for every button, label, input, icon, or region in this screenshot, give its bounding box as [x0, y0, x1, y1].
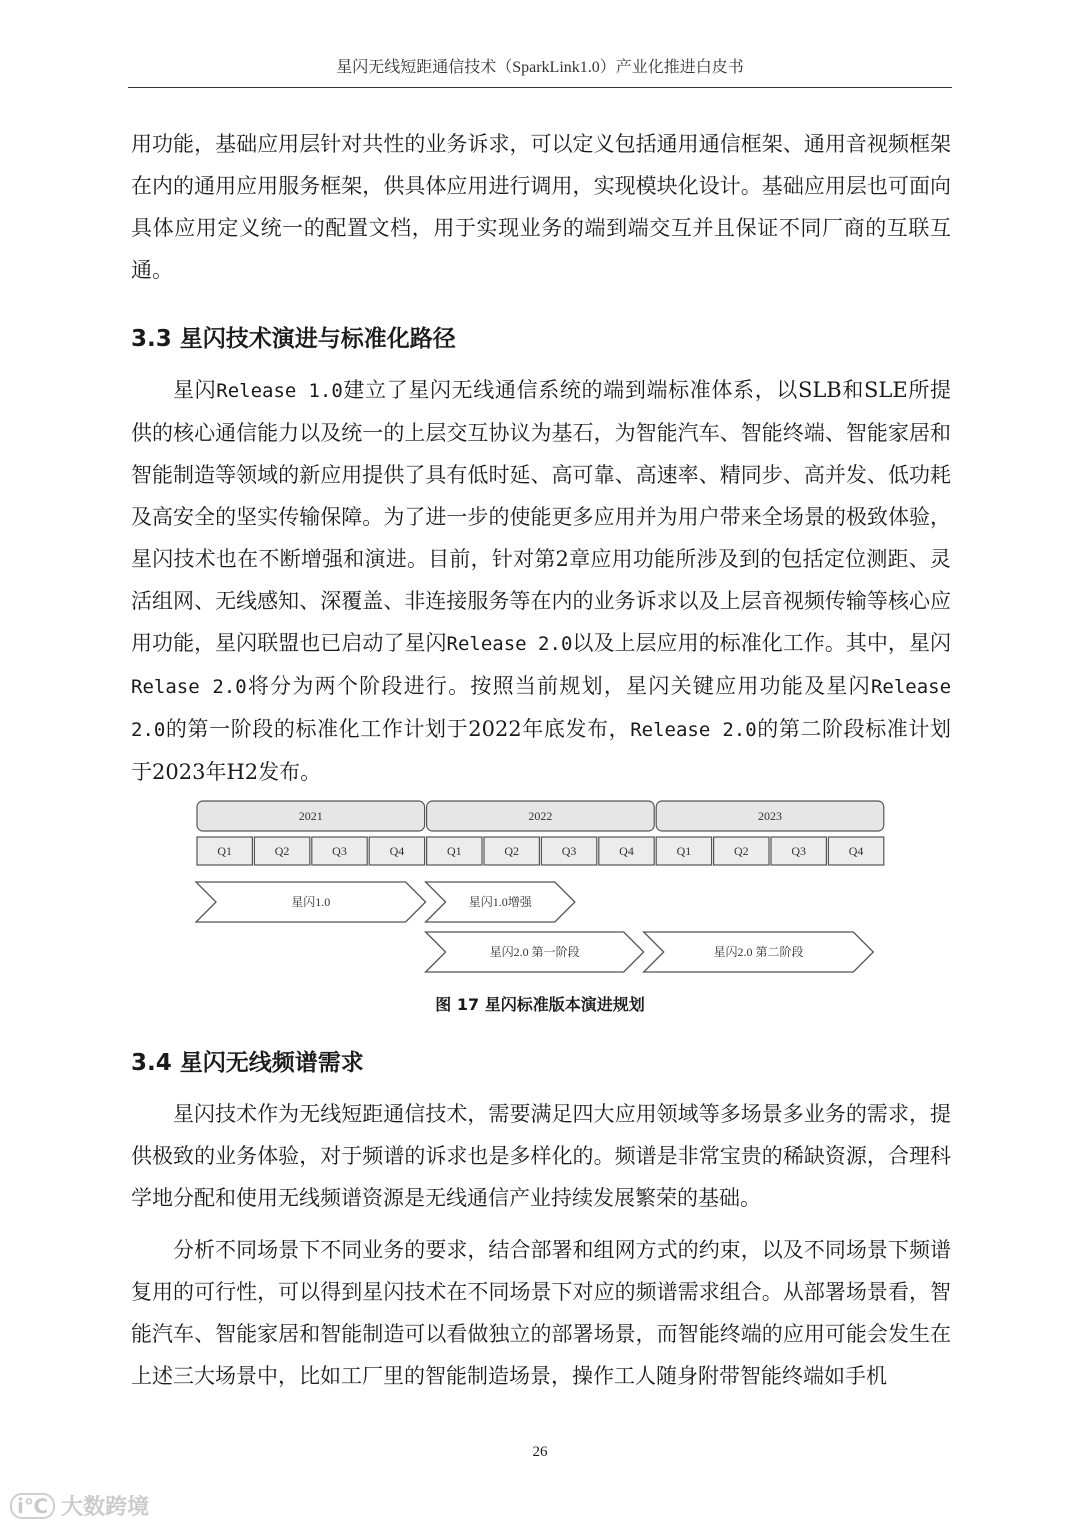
- quarter-label-2023-Q2: Q2: [733, 843, 749, 858]
- quarter-label-2022-Q3: Q3: [561, 843, 577, 858]
- quarter-label-2023-Q4: Q4: [848, 843, 864, 858]
- intro-paragraph: 用功能，基础应用层针对共性的业务诉求，可以定义包括通用通信框架、通用音视频框架在内的通用应用服务框架，供具体应用进行调用，实现模块化设计。基础应用层也可面向具体应用定义统一的配置文档，用于实现业务的端到端交互并且保证不同厂商的互联互通。: [131, 132, 951, 282]
- quarter-label-2022-Q1: Q1: [446, 843, 462, 858]
- year-label-2023: 2023: [758, 808, 782, 823]
- section-3-3-paragraph: 星闪Release 1.0建立了星闪无线通信系统的端到端标准体系，以SLB和SLE所提供的核心通信能力以及统一的上层交互协议为基石，为智能汽车、智能终端、智能家居和智能制造等领域的新应用提供了具有低时延、高可靠、高速率、精同步、高并发、低功耗及高安全的坚实传输保障。为了进一步的使能更多应用并为用户带来全场景的极致体验，星闪技术也在不断增强和演进。目前，针对第2章应用功能所涉及到的包括定位测距、灵活组网、无线感知、深覆盖、非连接服务等在内的业务诉求以及上层音视频传输等核心应用功能，星闪联盟也已启动了星闪Release 2.0以及上层应用的标准化工作。其中，星闪Relase 2.0将分为两个阶段进行。按照当前规划，星闪关键应用功能及星闪Release 2.0的第一阶段的标准化工作计划于2022年底发布，Release 2.0的第二阶段标准计划于2023年H2发布。: [131, 378, 952, 784]
- running-header: 星闪无线短距通信技术（SparkLink1.0）产业化推进白皮书: [336, 59, 744, 76]
- quarter-label-2022-Q4: Q4: [619, 843, 634, 858]
- release-2-0-term: Release 2.0: [630, 719, 757, 741]
- page-number: 26: [532, 1444, 548, 1460]
- release-1-0-term: Release 1.0: [216, 380, 343, 402]
- watermark-text: 大数跨境: [61, 1495, 150, 1520]
- section-3-4-paragraph-2: 分析不同场景下不同业务的要求，结合部署和组网方式的约束，以及不同场景下频谱复用的可行性，可以得到星闪技术在不同场景下对应的频谱需求组合。从部署场景看，智能汽车、智能家居和智能制造可以看做独立的部署场景，而智能终端的应用可能会发生在上述三大场景中，比如工厂里的智能制造场景，操作工人随身附带智能终端如手机: [131, 1238, 951, 1388]
- year-label-2022: 2022: [528, 808, 553, 823]
- section-3-4-paragraph-1: 星闪技术作为无线短距通信技术，需要满足四大应用领域等多场景多业务的需求，提供极致的业务体验，对于频谱的诉求也是多样化的。频谱是非常宝贵的稀缺资源，合理科学地分配和使用无线频谱资源是无线通信产业持续发展繁荣的基础。: [131, 1102, 951, 1210]
- quarter-label-2022-Q2: Q2: [504, 843, 520, 858]
- release-2-0-term: Release 2.0: [131, 676, 952, 741]
- section-3-4-heading: 3.4 星闪无线频谱需求: [131, 1050, 364, 1076]
- release-label-3: 星闪2.0 第二阶段: [713, 944, 804, 959]
- quarter-label-2021-Q4: Q4: [389, 843, 405, 858]
- quarter-label-2021-Q1: Q1: [217, 843, 233, 858]
- release-label-2: 星闪2.0 第一阶段: [489, 944, 580, 959]
- release-2-0-term: Release 2.0: [446, 633, 573, 655]
- release-label-0: 星闪1.0: [291, 894, 331, 909]
- section-3-3-heading: 3.3 星闪技术演进与标准化路径: [131, 326, 456, 352]
- watermark: [10, 1490, 149, 1521]
- watermark-logo-icon: i℃: [10, 1493, 55, 1519]
- quarter-label-2023-Q3: Q3: [791, 843, 807, 858]
- release-2-0-term: Relase 2.0: [131, 676, 247, 698]
- figure-caption: 图 17 星闪标准版本演进规划: [435, 995, 645, 1014]
- quarter-label-2021-Q2: Q2: [274, 843, 290, 858]
- release-label-1: 星闪1.0增强: [468, 894, 532, 909]
- quarter-label-2023-Q1: Q1: [676, 843, 692, 858]
- year-label-2021: 2021: [298, 808, 323, 823]
- quarter-label-2021-Q3: Q3: [332, 843, 347, 858]
